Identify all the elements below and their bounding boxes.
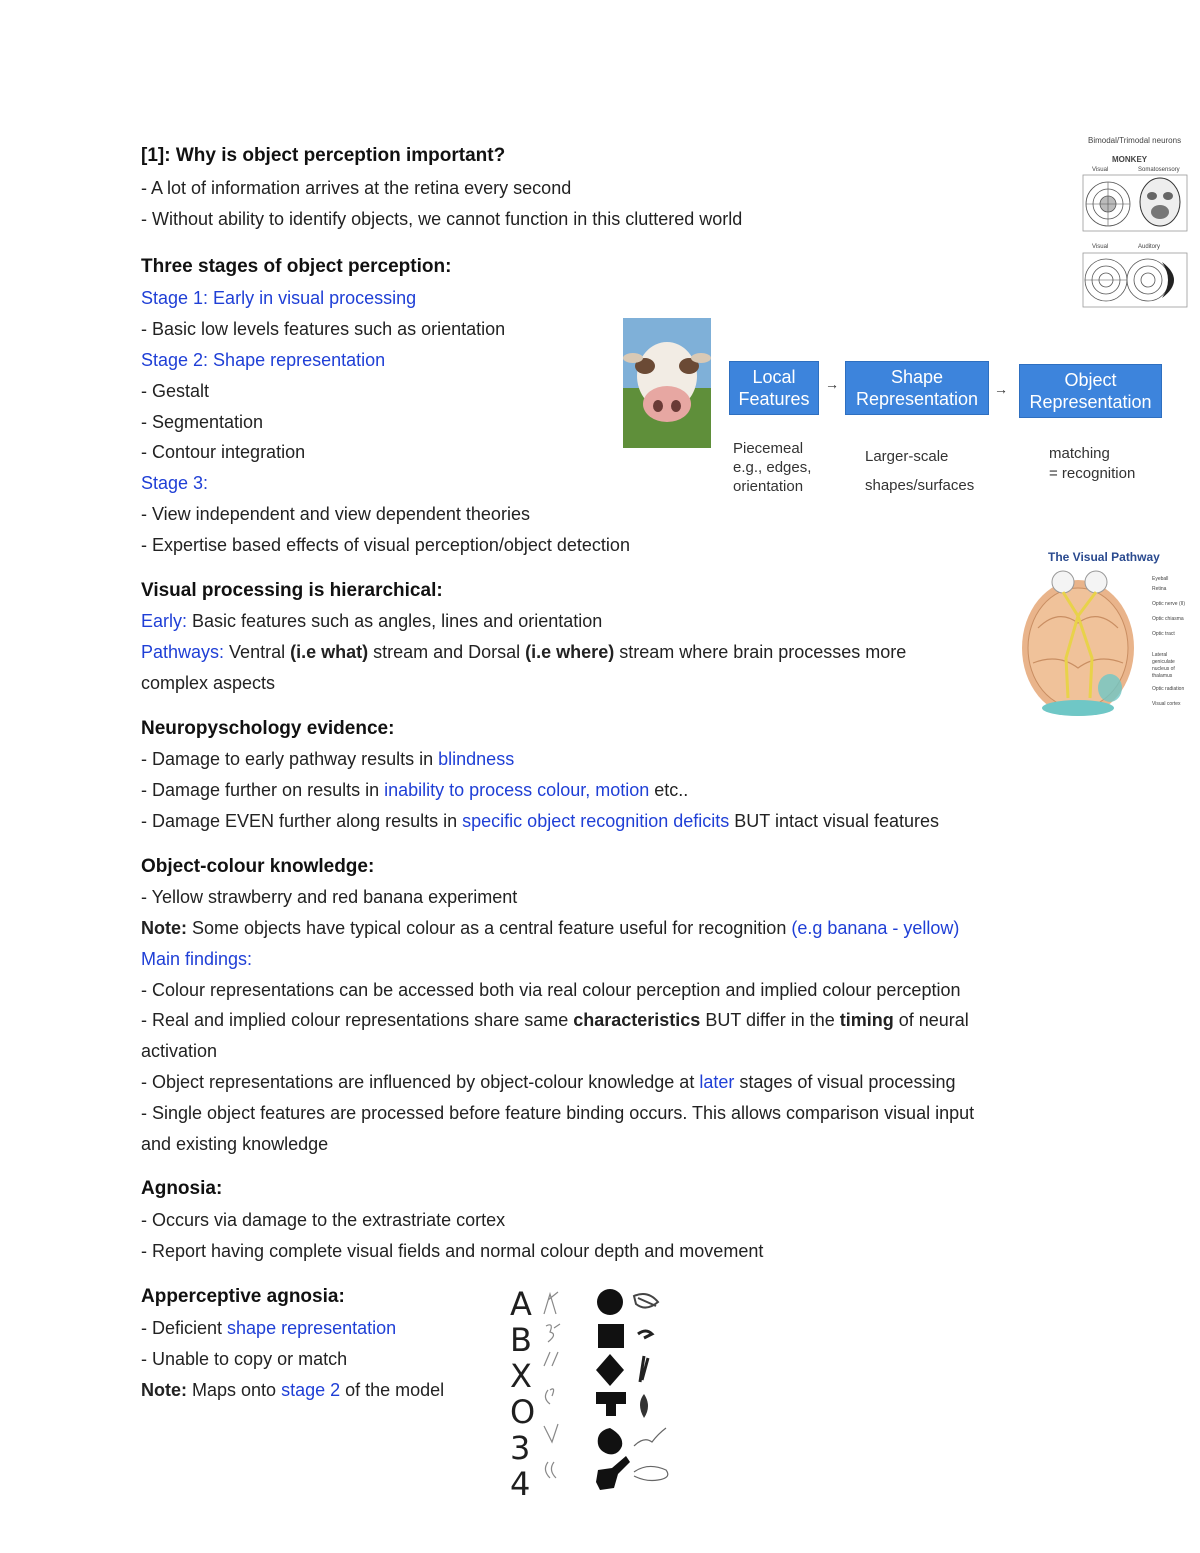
text-line: - Basic low levels features such as orientation bbox=[141, 319, 506, 339]
heading-object-colour: Object-colour knowledge: bbox=[141, 856, 375, 877]
pathways-text: Ventral bbox=[224, 642, 291, 662]
note-label: Note: bbox=[141, 1380, 187, 1400]
text-line: - A lot of information arrives at the retina every second bbox=[141, 178, 572, 198]
stage-1-label: Stage 1: Early in visual processing bbox=[141, 288, 417, 308]
text-line: activation bbox=[141, 1041, 218, 1061]
figure-label: Auditory bbox=[1138, 244, 1161, 250]
later-highlight: later bbox=[699, 1072, 735, 1092]
text-line: - Segmentation bbox=[141, 412, 264, 432]
heading-why-object-perception: [1]: Why is object perception important? bbox=[141, 145, 506, 166]
copy-attempts-drawing bbox=[540, 1286, 680, 1504]
text-line: - Single object features are processed before feature binding occurs. This allows comparison visual input bbox=[141, 1103, 975, 1123]
text-span: of neural bbox=[893, 1010, 969, 1030]
letter-glyph: X bbox=[510, 1357, 532, 1395]
text-line: - Report having complete visual fields and normal colour depth and movement bbox=[141, 1241, 764, 1261]
text-span: Some objects have typical colour as a central feature useful for recognition bbox=[187, 918, 792, 938]
text-span: - Damage EVEN further along results in bbox=[141, 811, 463, 831]
text-span: - Deficient bbox=[141, 1318, 228, 1338]
text-span: - Damage further on results in bbox=[141, 780, 385, 800]
text-span: - Damage to early pathway results in bbox=[141, 749, 439, 769]
heading-apperceptive-agnosia: Apperceptive agnosia: bbox=[141, 1286, 345, 1307]
cow-photo bbox=[623, 318, 711, 448]
heading-neuropsychology: Neuropyschology evidence: bbox=[141, 718, 395, 739]
letter-glyph: B bbox=[510, 1321, 532, 1359]
text-span: stages of visual processing bbox=[734, 1072, 956, 1092]
local-features-box bbox=[729, 361, 819, 415]
box-label: Features bbox=[738, 389, 810, 409]
agnosia-copy-test-figure bbox=[510, 1286, 680, 1504]
letter-column bbox=[510, 1286, 535, 1502]
text-line bbox=[141, 1318, 396, 1339]
pathway-label: Optic radiation bbox=[1152, 686, 1185, 692]
pathway-label: Eyeball bbox=[1152, 576, 1169, 582]
text-span: of the model bbox=[340, 1380, 445, 1400]
pathway-labels bbox=[1152, 576, 1188, 708]
figure-subtitle: MONKEY bbox=[1112, 155, 1148, 164]
early-label: Early: bbox=[141, 611, 188, 631]
object-deficit-highlight: specific object recognition deficits bbox=[462, 811, 730, 831]
visual-pathway-figure bbox=[1018, 550, 1188, 720]
dorsal-bold: (i.e where) bbox=[525, 642, 615, 662]
box-label: Representation bbox=[1029, 392, 1152, 412]
text-line: - Gestalt bbox=[141, 381, 210, 401]
letter-glyph: O bbox=[510, 1393, 536, 1431]
note-line bbox=[141, 918, 959, 939]
caption-line: Piecemeal bbox=[733, 440, 804, 457]
text-line: complex aspects bbox=[141, 673, 276, 693]
heading-hierarchical: Visual processing is hierarchical: bbox=[141, 580, 443, 601]
text-line-early bbox=[141, 611, 602, 632]
caption-line: orientation bbox=[733, 478, 804, 495]
caption-line: e.g., edges, bbox=[733, 459, 812, 476]
shape-representation-box bbox=[845, 361, 989, 415]
pathway-label: Visual cortex bbox=[1152, 701, 1181, 707]
auditory-field-diagram bbox=[1082, 252, 1188, 308]
text-line bbox=[141, 1072, 955, 1093]
caption-shape-rep bbox=[865, 442, 974, 500]
box-label: Object bbox=[1064, 370, 1117, 390]
pathways-label: Pathways: bbox=[141, 642, 225, 662]
colour-motion-highlight: inability to process colour, motion bbox=[384, 780, 650, 800]
caption-local-features bbox=[733, 439, 811, 496]
text-line-pathways bbox=[141, 642, 906, 663]
letter-glyph: A bbox=[510, 1285, 532, 1323]
heading-three-stages: Three stages of object perception: bbox=[141, 256, 452, 277]
text-line: - Without ability to identify objects, we cannot function in this cluttered world bbox=[141, 209, 743, 229]
figure-title: Bimodal/Trimodal neurons bbox=[1088, 136, 1182, 145]
pathways-text: stream and Dorsal bbox=[368, 642, 526, 662]
text-line: - Colour representations can be accessed both via real colour perception and implied colour perception bbox=[141, 980, 961, 1000]
text-line: - Occurs via damage to the extrastriate cortex bbox=[141, 1210, 506, 1230]
pathway-label: Retina bbox=[1152, 586, 1167, 592]
box-label: Local bbox=[752, 367, 796, 387]
letter-glyph: 4 bbox=[510, 1465, 531, 1503]
text-line: - Contour integration bbox=[141, 442, 306, 462]
caption-line: matching bbox=[1049, 445, 1110, 462]
text-span: - Real and implied colour representations share same bbox=[141, 1010, 574, 1030]
text-line bbox=[141, 811, 939, 832]
arrow-icon: → bbox=[825, 376, 839, 392]
text-span: - Object representations are influenced by object-colour knowledge at bbox=[141, 1072, 700, 1092]
bold-span: timing bbox=[839, 1010, 894, 1030]
text-span: BUT intact visual features bbox=[729, 811, 940, 831]
note-line bbox=[141, 1380, 444, 1401]
stage-3-label: Stage 3: bbox=[141, 473, 209, 493]
caption-object-rep bbox=[1049, 444, 1135, 484]
text-line: - Unable to copy or match bbox=[141, 1349, 348, 1369]
ventral-bold: (i.e what) bbox=[290, 642, 369, 662]
box-label: Representation bbox=[855, 389, 979, 409]
text-line bbox=[141, 749, 514, 770]
text-line: - Yellow strawberry and red banana experiment bbox=[141, 887, 518, 907]
bold-span: characteristics bbox=[573, 1010, 701, 1030]
note-label: Note: bbox=[141, 918, 187, 938]
text-span: Maps onto bbox=[187, 1380, 282, 1400]
banana-example: (e.g banana - yellow) bbox=[791, 918, 960, 938]
pathway-label: Optic nerve (II) bbox=[1152, 601, 1186, 607]
pathway-label: Lateral geniculate nucleus of thalamus bbox=[1152, 652, 1175, 679]
text-line bbox=[141, 1010, 969, 1031]
pathway-label: Optic tract bbox=[1152, 631, 1175, 637]
brain-diagram bbox=[1018, 568, 1138, 718]
object-representation-box bbox=[1019, 364, 1162, 418]
caption-line: shapes/surfaces bbox=[865, 477, 975, 494]
text-line: - Expertise based effects of visual perception/object detection bbox=[141, 535, 630, 555]
caption-line: = recognition bbox=[1049, 465, 1136, 482]
early-text: Basic features such as angles, lines and orientation bbox=[187, 611, 603, 631]
stage-2-label: Stage 2: Shape representation bbox=[141, 350, 386, 370]
caption-line: Larger-scale bbox=[865, 448, 949, 465]
text-line bbox=[141, 780, 688, 801]
letter-glyph: 3 bbox=[510, 1429, 531, 1467]
pathways-text: stream where brain processes more bbox=[614, 642, 907, 662]
blindness-link: blindness bbox=[438, 749, 515, 769]
box-label: Shape bbox=[890, 367, 944, 387]
pathway-title: The Visual Pathway bbox=[1048, 550, 1160, 564]
pathway-label: Optic chiasma bbox=[1152, 616, 1184, 622]
figure-label: Somatosensory bbox=[1138, 167, 1180, 173]
text-line: and existing knowledge bbox=[141, 1134, 329, 1154]
figure-label: Visual bbox=[1092, 244, 1109, 250]
figure-label: Visual bbox=[1092, 167, 1109, 173]
text-span: BUT differ in the bbox=[700, 1010, 840, 1030]
arrow-icon: → bbox=[994, 381, 1008, 397]
main-findings-label: Main findings: bbox=[141, 949, 253, 969]
monkey-face-diagram bbox=[1082, 174, 1188, 232]
text-span: etc.. bbox=[649, 780, 689, 800]
shape-rep-highlight: shape representation bbox=[227, 1318, 397, 1338]
stage-2-highlight: stage 2 bbox=[281, 1380, 341, 1400]
bimodal-neurons-figure bbox=[1080, 136, 1190, 308]
heading-agnosia: Agnosia: bbox=[141, 1178, 223, 1199]
text-line: - View independent and view dependent theories bbox=[141, 504, 530, 524]
